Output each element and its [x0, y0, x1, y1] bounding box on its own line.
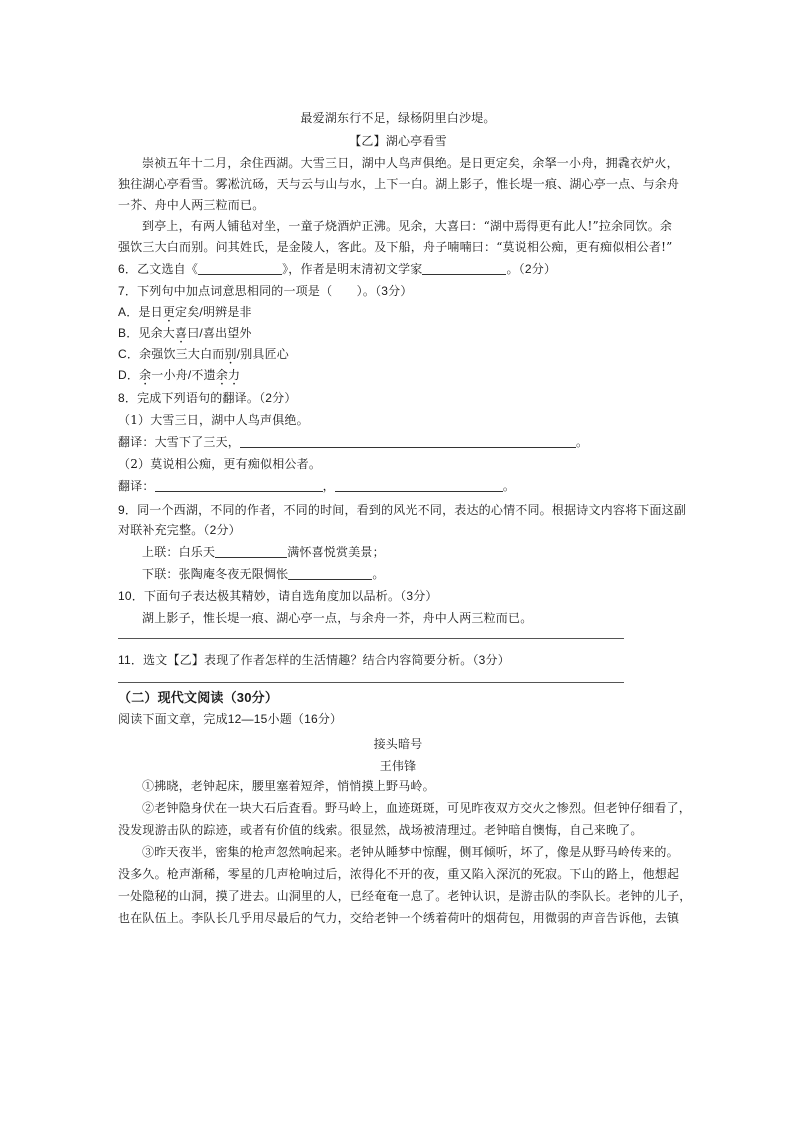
q8-answer-blank-1[interactable] [240, 435, 576, 448]
couplet-text: 下联：张陶庵冬夜无限惆怅 [142, 567, 289, 581]
q9-upper-couplet [118, 544, 702, 560]
question-9-stem-line1: 9．同一个西湖，不同的作者，不同的时间，看到的风光不同，表达的心情不同。根据诗文内容将下面这副 [118, 503, 687, 517]
q8-answer-blank-2b[interactable] [335, 479, 503, 492]
story-line: 没发现游击队的踪迹，或者有价值的线索。很显然，战场被清理过。老钟暗自懊悔，自己来晚了。 [118, 823, 643, 837]
option-text: 曰/喜出望外 [187, 326, 252, 340]
story-title: 接头暗号 [373, 737, 423, 751]
punctuation: ， [322, 479, 335, 493]
q7-option-b[interactable] [118, 325, 678, 346]
q8-sentence-1: （1）大雪三日，湖中人鸟声俱绝。 [118, 413, 309, 427]
option-text: 一小舟/不遗 [151, 368, 216, 382]
q8-sentence-2: （2）莫说相公痴，更有痴似相公者。 [118, 457, 322, 471]
option-text: A．是日 [118, 305, 163, 319]
q8-translation-2 [118, 478, 678, 494]
story-line: 没多久。枪声渐稀，零星的几声枪响过后，浓得化不开的夜，重又陷入深沉的死寂。下山的路上，他想起 [118, 867, 680, 881]
q6-blank-book[interactable] [198, 262, 282, 275]
option-text: 定矣/明辨是非 [175, 305, 252, 319]
story-line: ②老钟隐身伏在一块大石后査看。野马岭上，血迹斑斑，可见昨夜双方交火之惨烈。但老钟仔细看了， [142, 801, 692, 815]
option-text: /别具匠心 [236, 347, 290, 361]
q10-quote: 湖上影子，惟长堤一痕、湖心亭一点，与余舟一芥，舟中人两三粒而已。 [142, 611, 533, 625]
option-text: B．见余大 [118, 326, 176, 340]
q7-option-a[interactable] [118, 304, 678, 325]
q8-answer-blank-2a[interactable] [155, 479, 323, 492]
option-text: D． [118, 368, 140, 382]
q8-translation-1 [118, 434, 678, 450]
question-11-stem: 11．选文【乙】表现了作者怎样的生活情趣？结合内容简要分析。（3分） [118, 653, 510, 667]
dotted-word: 别 [224, 347, 237, 361]
dotted-word: 更 [162, 305, 176, 319]
section-2-heading: （二）现代文阅读（30分） [118, 690, 279, 705]
yi-title: 【乙】湖心亭看雪 [349, 134, 447, 148]
q6-blank-author[interactable] [422, 262, 506, 275]
story-line: ①拂晓，老钟起床，腰里塞着短斧，悄悄摸上野马岭。 [142, 779, 435, 793]
q9-upper-blank[interactable] [215, 545, 287, 558]
poem-last-line: 最爱湖东行不足，绿杨阴里白沙堤。 [300, 111, 496, 125]
couplet-text: 满怀喜悦赏美景； [287, 545, 385, 559]
punctuation: 。 [502, 479, 516, 493]
story-author: 王伟锋 [379, 759, 417, 773]
punctuation: 。 [576, 435, 589, 449]
q6-text-c: 。（2分） [506, 262, 557, 276]
section-2-instruction: 阅读下面文章，完成12—15小题（16分） [118, 712, 343, 726]
q9-lower-blank[interactable] [288, 567, 372, 580]
yi-para1-line: 独往湖心亭看雪。雾凇沆砀，天与云与山与水，上下一白。湖上影子，惟长堤一痕、湖心亭一点、与余舟 [118, 177, 680, 191]
yi-para1-line: 崇祯五年十二月，余住西湖。大雪三日，湖中人鸟声俱绝。是日更定矣，余拏一小舟，拥毳衣炉火， [142, 156, 679, 170]
q7-option-d[interactable] [118, 367, 678, 388]
q9-lower-couplet [118, 566, 702, 582]
dotted-word: 余 [139, 368, 152, 382]
question-9-stem-line2: 对联补充完整。（2分） [118, 523, 241, 537]
dotted-word: 余力 [215, 368, 241, 382]
q11-answer-line[interactable] [118, 682, 624, 683]
question-7-stem: 7．下列句中加点词意思相同的一项是（ ）。（3分） [118, 284, 413, 298]
question-10-stem: 10．下面句子表达极其精妙，请自选角度加以品析。（3分） [118, 589, 438, 603]
question-6 [118, 261, 678, 277]
option-text: C．余强饮三大白而 [118, 347, 225, 361]
yi-para1-line: 一芥、舟中人两三粒而已。 [118, 198, 265, 212]
couplet-text: 上联：白乐天 [142, 545, 216, 559]
story-line: ③昨天夜半，密集的枪声忽然响起来。老钟从睡梦中惊醒，侧耳倾听，坏了，像是从野马岭传来的。 [142, 845, 679, 859]
q6-text-a: 6．乙文选自《 [118, 262, 199, 276]
q7-option-c[interactable] [118, 346, 678, 367]
story-line: 也在队伍上。李队长几乎用尽最后的气力，交给老钟一个绣着荷叶的烟荷包，用微弱的声音告诉他，去镇 [118, 911, 680, 925]
story-line: 一处隐秘的山洞，摸了进去。山洞里的人，已经奄奄一息了。老钟认识，是游击队的李队长。老钟的儿子， [118, 889, 692, 903]
couplet-text: 。 [372, 567, 385, 581]
translation-label: 翻译：大雪下了三天， [118, 435, 241, 449]
yi-para2-line: 强饮三大白而别。问其姓氏，是金陵人，客此。及下船，舟子喃喃曰：“莫说相公痴，更有痴似相公者!” [118, 240, 673, 254]
translation-label: 翻译： [118, 479, 155, 493]
q10-answer-line[interactable] [118, 638, 624, 639]
dotted-word: 喜 [175, 326, 188, 340]
yi-para2-line: 到亭上，有两人铺毡对坐，一童子烧酒炉正沸。见余，大喜曰：“湖中焉得更有此人!”拉余同饮。余 [142, 219, 673, 233]
q6-text-b: 》，作者是明末清初文学家 [282, 262, 423, 276]
question-8-stem: 8．完成下列语句的翻译。（2分） [118, 391, 297, 405]
